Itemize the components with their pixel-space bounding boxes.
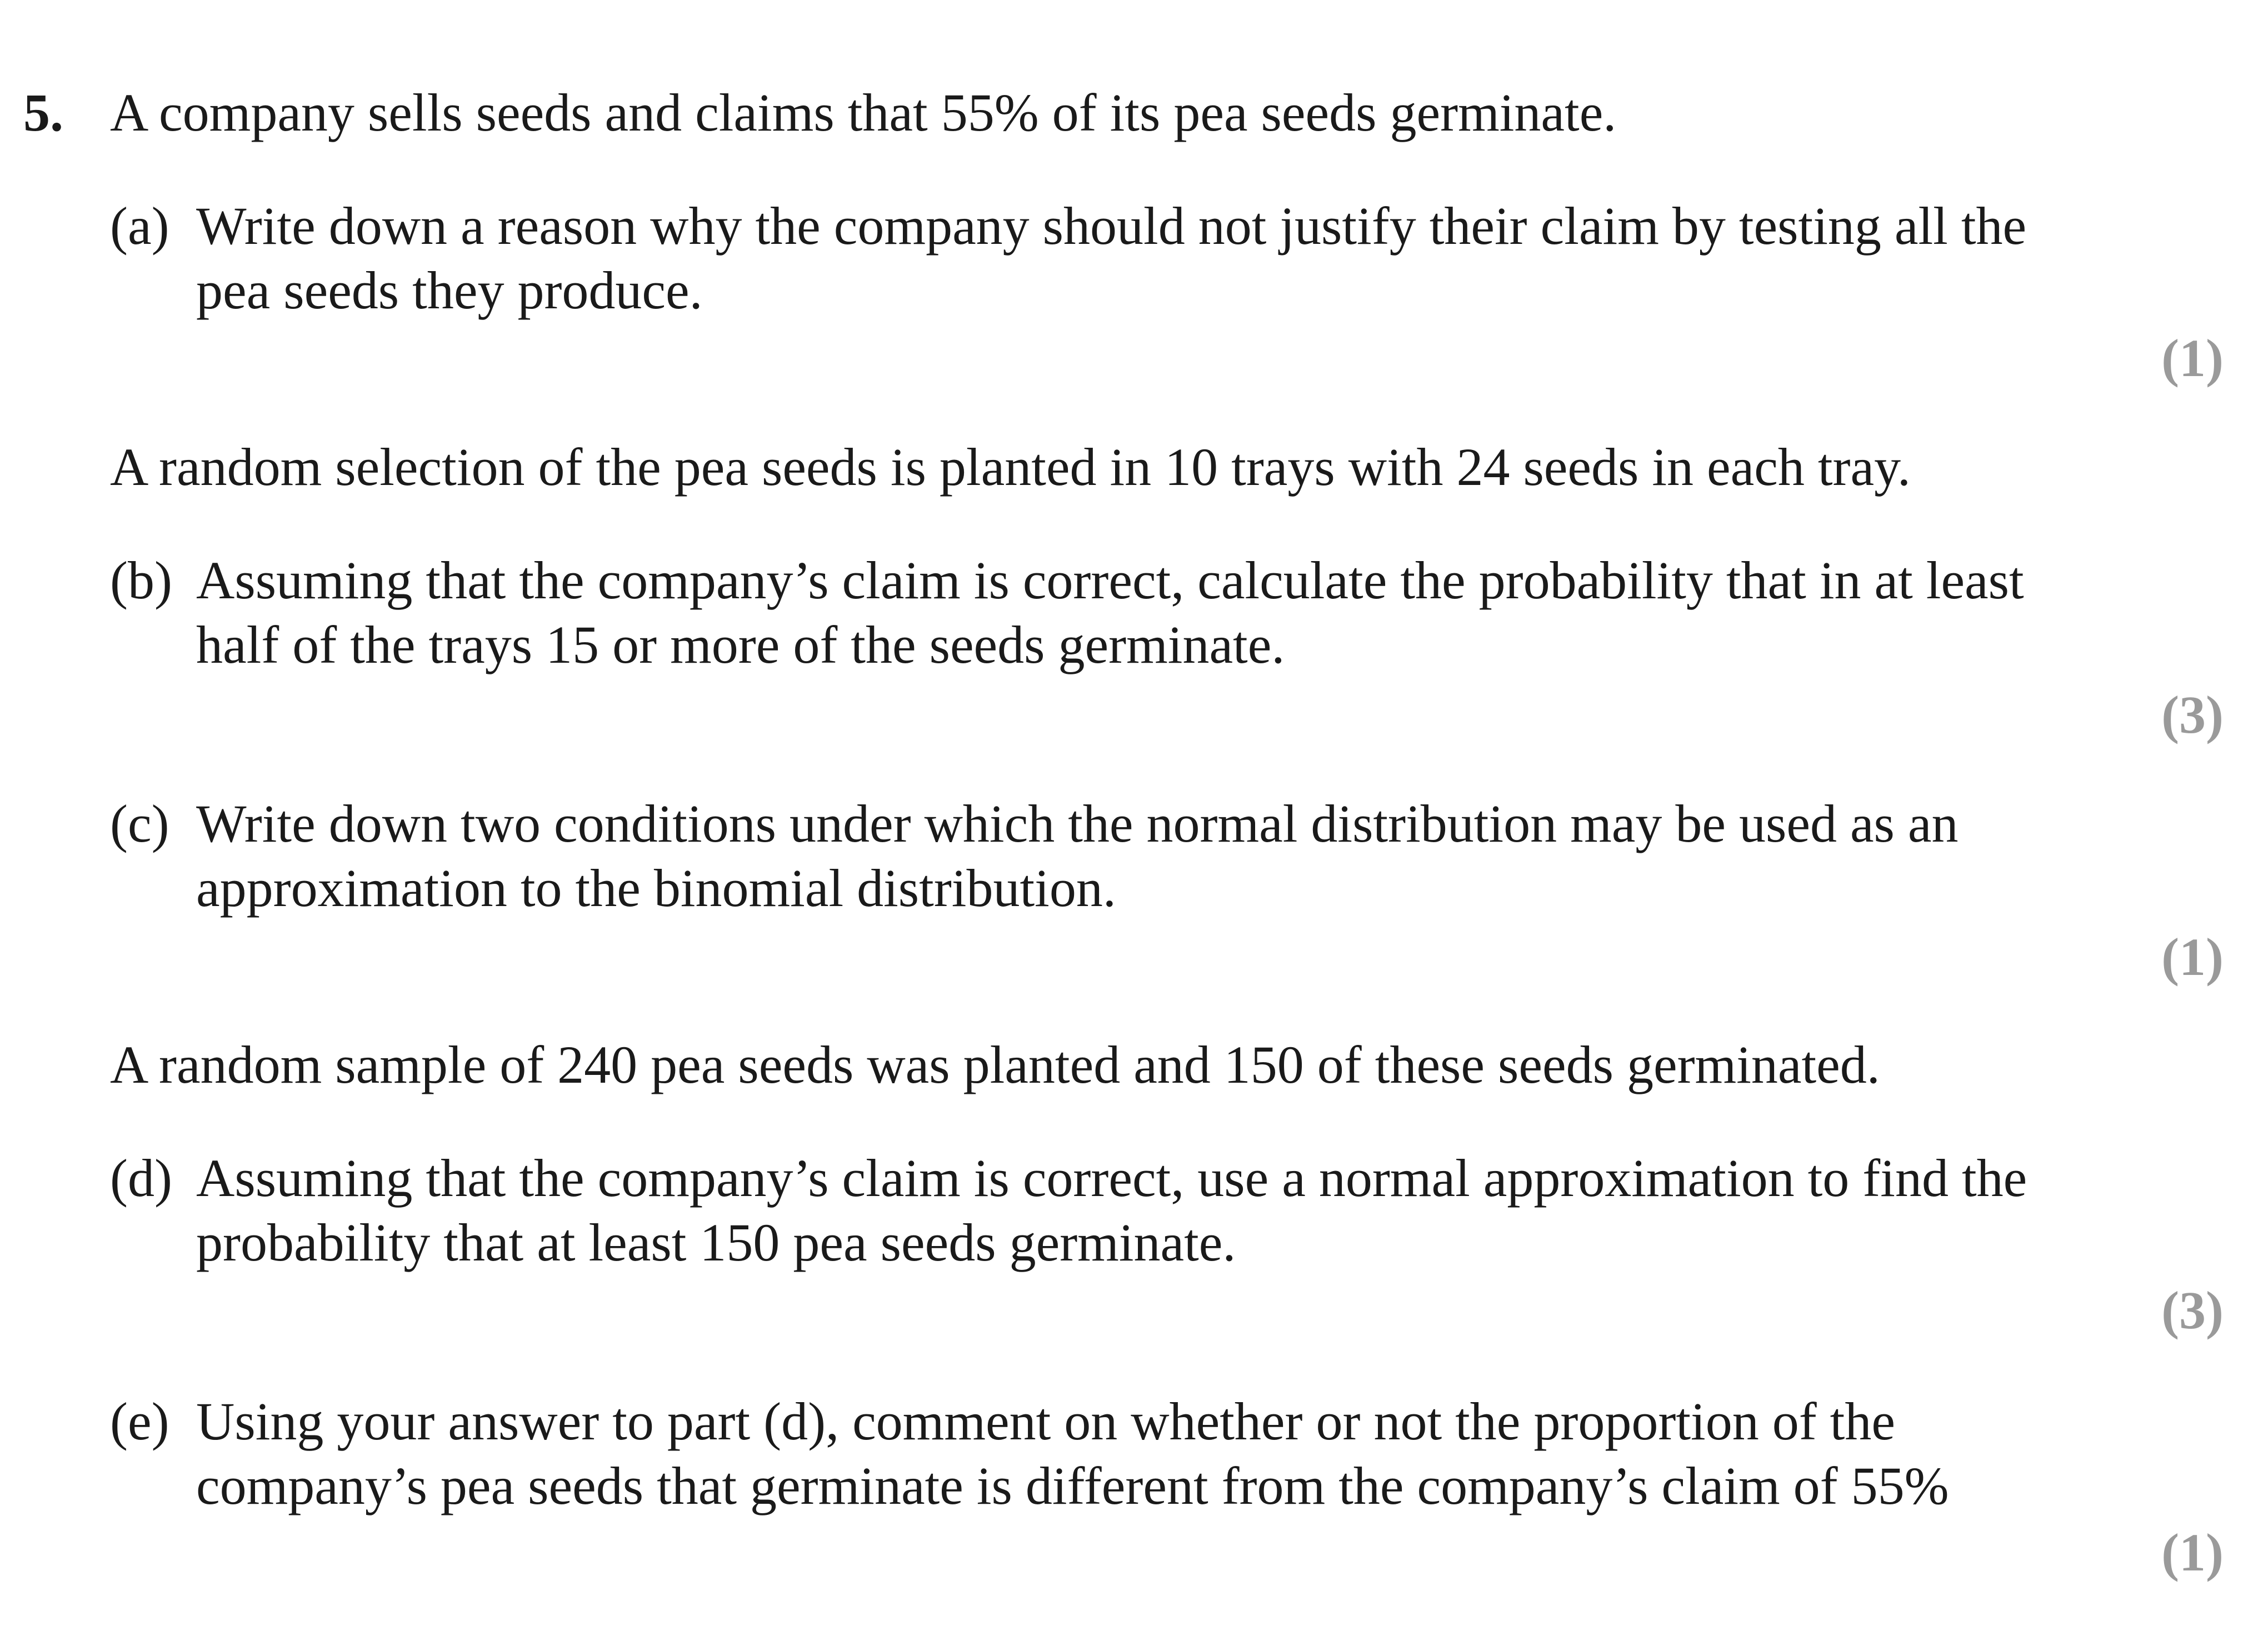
part-a-label: (a) <box>110 196 169 256</box>
part-b-label: (b) <box>110 551 172 610</box>
part-a-text-line-1: Write down a reason why the company should not justify their claim by testing all the <box>196 196 2027 256</box>
info-sample: A random sample of 240 pea seeds was planted and 150 of these seeds germinated. <box>110 1035 1880 1094</box>
question-stem: A company sells seeds and claims that 55% of its pea seeds germinate. <box>110 83 1617 142</box>
part-e-text-line-2: company’s pea seeds that germinate is different from the company’s claim of 55% <box>196 1456 1949 1515</box>
part-a-text-line-2: pea seeds they produce. <box>196 261 703 320</box>
part-d-text-line-1: Assuming that the company’s claim is correct, use a normal approximation to find the <box>196 1148 2027 1208</box>
part-e-text-line-1: Using your answer to part (d), comment on whether or not the proportion of the <box>196 1392 1895 1451</box>
part-e-label: (e) <box>110 1392 169 1451</box>
part-c-text-line-2: approximation to the binomial distribution. <box>196 858 1116 918</box>
part-b-marks: (3) <box>2161 685 2224 744</box>
part-b-text-line-2: half of the trays 15 or more of the seeds germinate. <box>196 615 1285 674</box>
part-d-marks: (3) <box>2161 1280 2224 1340</box>
part-c-label: (c) <box>110 794 169 853</box>
part-d-label: (d) <box>110 1148 172 1208</box>
part-b-text-line-1: Assuming that the company’s claim is correct, calculate the probability that in at least <box>196 551 2024 610</box>
question-number: 5. <box>23 83 63 142</box>
part-e-marks: (1) <box>2161 1523 2224 1582</box>
info-trays: A random selection of the pea seeds is planted in 10 trays with 24 seeds in each tray. <box>110 437 1911 497</box>
part-c-text-line-1: Write down two conditions under which the normal distribution may be used as an <box>196 794 1959 853</box>
part-d-text-line-2: probability that at least 150 pea seeds germinate. <box>196 1213 1236 1272</box>
part-a-marks: (1) <box>2161 328 2224 388</box>
part-c-marks: (1) <box>2161 927 2224 987</box>
